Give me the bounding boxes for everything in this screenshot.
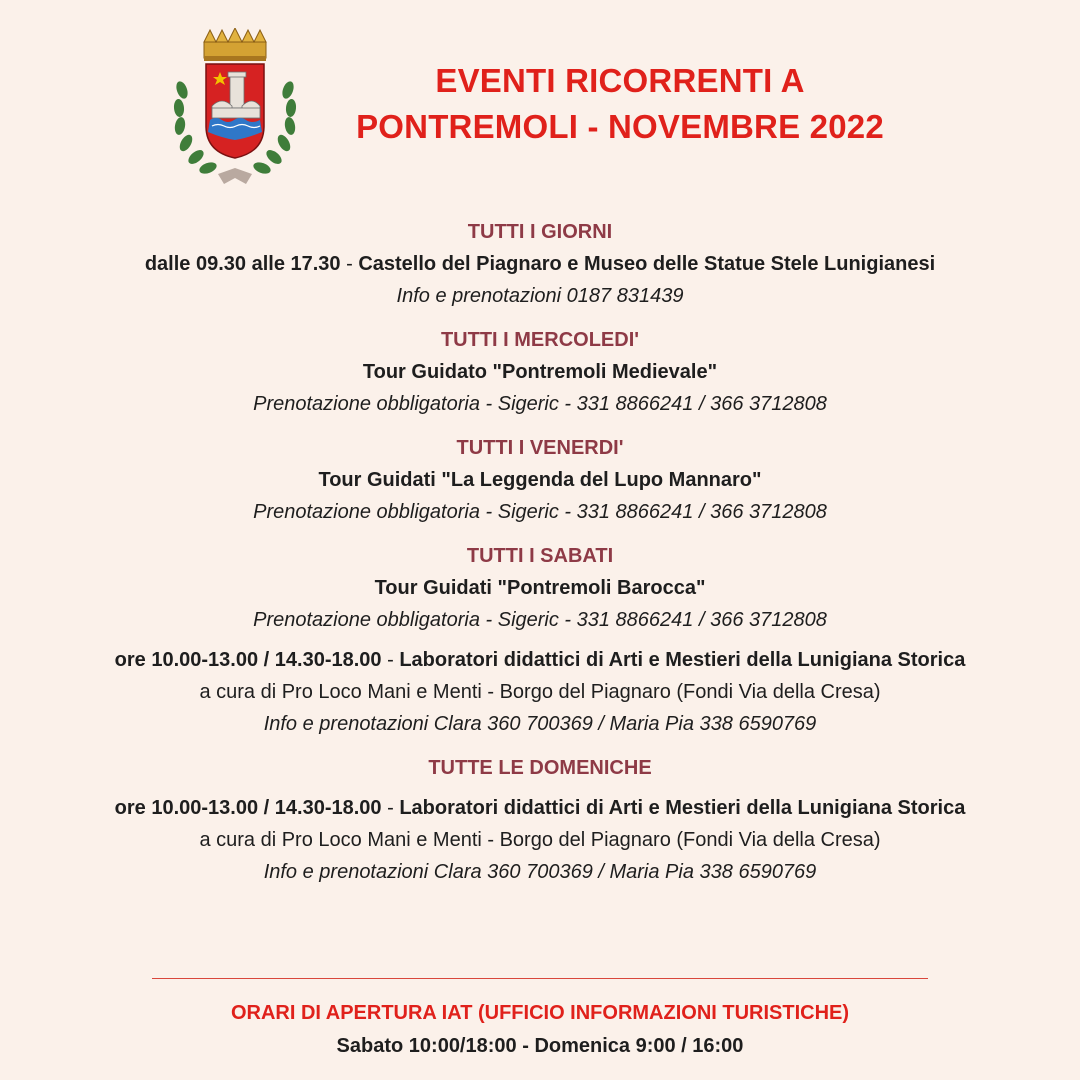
mercoledi-event: Tour Guidato "Pontremoli Medievale" [362, 361, 718, 383]
domeniche-lab-info: Info e prenotazioni Clara 360 700369 / Maria Pia 338 6590769 [263, 861, 817, 883]
section-heading-venerdi: TUTTI I VENERDI' [456, 437, 624, 459]
mercoledi-info: Prenotazione obbligatoria - Sigeric - 331 8866241 / 366 3712808 [253, 393, 827, 415]
sabati-lab-time: ore 10.00-13.00 / 14.30-18.00 [114, 649, 382, 671]
domeniche-lab-organizer: a cura di Pro Loco Mani e Menti - Borgo del Piagnaro (Fondi Via della Cresa) [199, 829, 881, 851]
sabati-lab-line [0, 644, 1080, 676]
giorni-info: Info e prenotazioni 0187 831439 [396, 285, 684, 307]
domeniche-lab-line [0, 792, 1080, 824]
section-heading-giorni: TUTTI I GIORNI [467, 221, 613, 243]
sabati-lab-description: Laboratori didattici di Arti e Mestieri della Lunigiana Storica [399, 649, 966, 671]
giorni-event-line [0, 248, 1080, 280]
section-heading-domeniche: TUTTE LE DOMENICHE [428, 757, 652, 779]
venerdi-event: Tour Guidati "La Leggenda del Lupo Mannaro" [318, 469, 762, 491]
section-heading-sabati: TUTTI I SABATI [466, 545, 614, 567]
giorni-description: Castello del Piagnaro e Museo delle Statue Stele Lunigianesi [358, 253, 936, 275]
title-line-2: PONTREMOLI - NOVEMBRE 2022 [356, 108, 884, 145]
giorni-time: dalle 09.30 alle 17.30 [144, 253, 341, 275]
domeniche-lab-description: Laboratori didattici di Arti e Mestieri della Lunigiana Storica [399, 797, 966, 819]
sabati-lab-organizer: a cura di Pro Loco Mani e Menti - Borgo del Piagnaro (Fondi Via della Cresa) [199, 681, 881, 703]
iat-hours-heading: ORARI DI APERTURA IAT (UFFICIO INFORMAZIONI TURISTICHE) [230, 1002, 850, 1024]
poster-title [300, 58, 940, 150]
iat-saturday-hours: Sabato 10:00/18:00 [336, 1035, 517, 1057]
domeniche-lab-separator: - [381, 797, 400, 819]
divider-line [152, 978, 928, 979]
coat-of-arms-icon [170, 28, 300, 188]
sabati-info: Prenotazione obbligatoria - Sigeric - 331 8866241 / 366 3712808 [253, 609, 827, 631]
sabati-lab-info: Info e prenotazioni Clara 360 700369 / Maria Pia 338 6590769 [263, 713, 817, 735]
giorni-separator: - [340, 253, 359, 275]
iat-sunday-hours: Domenica 9:00 / 16:00 [534, 1035, 744, 1057]
domeniche-lab-time: ore 10.00-13.00 / 14.30-18.00 [114, 797, 382, 819]
sabati-event: Tour Guidati "Pontremoli Barocca" [374, 577, 706, 599]
events-list [0, 216, 1080, 888]
iat-hours-line [0, 1030, 1080, 1062]
section-heading-mercoledi: TUTTI I MERCOLEDI' [440, 329, 640, 351]
iat-separator: - [516, 1035, 535, 1057]
venerdi-info: Prenotazione obbligatoria - Sigeric - 331 8866241 / 366 3712808 [253, 501, 827, 523]
sabati-lab-separator: - [381, 649, 400, 671]
title-line-1: EVENTI RICORRENTI A [435, 62, 805, 99]
